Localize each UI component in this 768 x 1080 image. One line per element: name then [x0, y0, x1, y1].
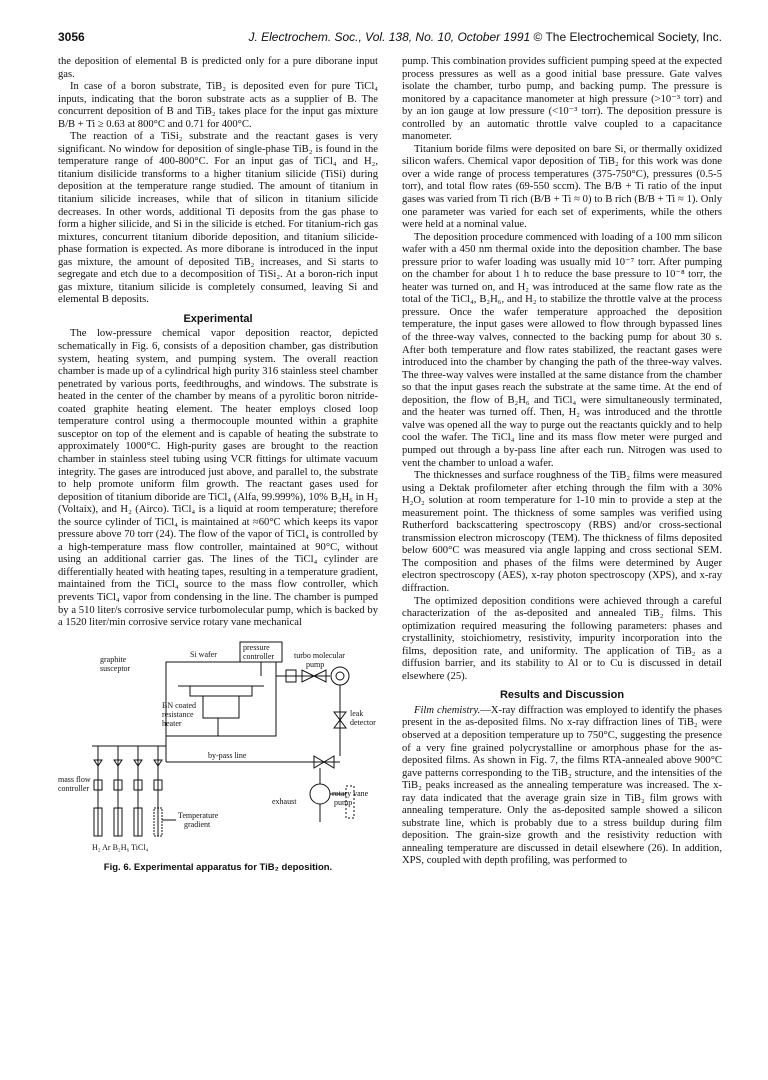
journal-name: J. Electrochem. Soc., Vol. 138, No. 10, October 1991 [248, 30, 531, 44]
section-heading-experimental: Experimental [183, 312, 253, 325]
label-turbo-pump-2: pump [306, 659, 325, 669]
label-leak-detector: leak [350, 708, 364, 718]
label-leak-detector-2: detector [350, 717, 376, 727]
label-gas-sources: H₂ Ar B₂H₆ TiCl₄ [92, 842, 149, 852]
graphite-susceptor [190, 686, 252, 696]
paragraph: the deposition of elemental B is predicted only for a pure diborane input gas. [58, 56, 378, 80]
label-rotary-pump: rotary vane [332, 788, 369, 798]
label-pressure-controller-2: controller [243, 651, 275, 661]
label-mass-flow-controller-2: controller [58, 783, 90, 793]
label-heater-3: heater [162, 718, 182, 728]
deposition-chamber [166, 662, 276, 736]
page-number: 3056 [58, 30, 85, 44]
label-turbo-pump: turbo molecular [294, 650, 345, 660]
label-temperature-gradient: Temperature [178, 810, 219, 820]
running-header [58, 30, 722, 48]
diagram-labels [58, 643, 376, 852]
rotary-vane-pump [310, 784, 330, 804]
turbo-pump [331, 667, 349, 685]
paragraph-text: —X-ray diffraction was employed to identify the phases present in the as-deposited films. No x-ray diffraction lines of TiB₂ were observed at a deposition temperature up to 750°C, suggesting the presence of a very fine grained polycrystalline or amorphous phase for the as-deposited films. As shown in Fig. 7, the films RTA-annealed above 900°C gave patterns corresponding to the TiB₂ structure, and the intensities of the TiB₂ peaks increased as the annealing temperature was increased. The x-ray data indicated that the average grain size in TiB₂ film grows with annealing temperature. Only the as-deposited sample showed a silicon substrate line, which is probably due to a stress buildup during film deposition. The grain-size growth and the resistivity reduction with annealing temperature are discussed in detail elsewhere (26). In addition, XPS, coupled with depth profiling, was performed to [402, 704, 722, 867]
left-column [58, 56, 378, 874]
paragraph: Titanium boride films were deposited on bare Si, or thermally oxidized silicon wafers. Chemical vapor deposition of TiB₂ for this work was done over a wide range of process temperatures (375-750°C), pressures (0.5-5 torr), and total flow rates (69-550 sccm). The B/B + Ti ratio of the input gases was varied from Ti rich (B/B + Ti ≈ 0) to B rich (B/B + Ti ≈ 1). Only one parameter was varied for each set of experiments, while the others were held at a nominal value. [402, 143, 722, 231]
label-rotary-pump-2: pump [334, 797, 353, 807]
paragraph-results [402, 705, 722, 868]
label-temperature-gradient-2: gradient [184, 819, 211, 829]
label-graphite: graphite [100, 654, 127, 664]
paragraph: The low-pressure chemical vapor deposition reactor, depicted schematically in Fig. 6, consists of a deposition chamber, gas distribution system, heating system, and pumping system. The overall reaction chamber is made up of a cylindrical high purity 316 stainless steel chamber penetrated by various ports, feedthroughs, and windows. The substrate is heated in the center of the chamber by means of a pyrolitic boron nitride-coated graphite heating element. The heater employs closed loop temperature control using a thermocouple mounted within a graphite susceptor on top of the element and is capable of heating the substrate to approximately 1000°C. High-purity gases are brought to the reaction chamber in stainless steel tubing using VCR fittings for ultimate vacuum integrity. The gases are introduced just above, and parallel to, the substrate to help promote uniform film growth. The reactant gases used for deposition of titanium diboride are TiCl₄ (Alfa, 99.999%), 10% B₂H₆ in H₂ (Voltaix), and H₂ (Airco). TiCl₄ is a liquid at room temperature; therefore the source cylinder of TiCl₄ is maintained at ≈60°C which keeps its vapor pressure above 70 torr (24). The flow of the vapor of TiCl₄ is controlled by a high-temperature mass flow controller, maintained at 90°C, without using an additional carrier gas. The lines of the TiCl₄ cylinder are differentially heated with heating tapes, resulting in a temperature gradient, maintained from the TiCl₄ source to the mass flow controller, which prevents TiCl₄ vapor from condensing in the line. The chamber is pumped by a 510 liter/s corrosive service turbomolecular pump, which is backed by a 1520 liter/min corrosive service rotary vane mechanical [58, 328, 378, 629]
paragraph: In case of a boron substrate, TiB₂ is deposited even for pure TiCl₄ inputs, indicating that the boron substrate acts as a supplier of B. The concurrent deposition of B and TiB₂ takes place for the input gas mixture B/B + Ti ≥ 0.63 at 800°C and 0.71 for 400°C. [58, 81, 378, 130]
label-exhaust: exhaust [272, 796, 297, 806]
label-si-wafer: Si wafer [190, 649, 217, 659]
apparatus-diagram [58, 636, 378, 858]
section-heading-results: Results and Discussion [499, 689, 625, 702]
publisher: © The Electrochemical Society, Inc. [533, 30, 722, 44]
right-column [402, 56, 722, 868]
label-mass-flow-controller: mass flow [58, 774, 91, 784]
two-column-body [58, 56, 722, 1066]
paragraph: The optimized deposition conditions were achieved through a careful characterization of the as-deposited and annealed TiB₂ films. This optimization required measuring the following parameters: phases and crystallinity, stoichiometry, resistivity, impurity incorporation into the films, deposition rate, and uniformity. The application of TiB₂ as a diffusion barrier, and its stability to Al or to Cu is discussed in detail elsewhere (25). [402, 595, 722, 682]
figure-6 [58, 636, 378, 875]
paragraph: pump. This combination provides sufficient pumping speed at the expected process pressures as well as a good initial base pressure. Gate valves isolate the chamber, turbo pump, and backing pump. The pressure is monitored by a capacitance manometer at high pressure (>10⁻³ torr) and by an ion gauge at low pressure (<10⁻³ torr). The deposition pressure is controlled by an automatic throttle valve coupled to a capacitance manometer. [402, 56, 722, 143]
heater-element [203, 696, 239, 718]
label-bypass: by-pass line [208, 750, 247, 760]
subsection-lead: Film chemistry. [414, 704, 481, 716]
paragraph: The thicknesses and surface roughness of the TiB₂ films were measured using a Dektak profilometer after etching through the film with a 30% H₂O₂ solution at room temperature for 1-10 min to provide a step at the measurement point. The thickness of some samples was verified using Rutherford backscattering spectroscopy (RBS) and/or cross-sectional transmission electron microscopy (TEM). The thickness of films deposited below 600°C was measured via angle lapping and cross sectional SEM. The composition and phases of the films were determined by Auger electron spectroscopy (AES), x-ray photon spectroscopy (XPS), and x-ray diffraction. [402, 470, 722, 594]
paragraph: The reaction of a TiSi₂ substrate and the reactant gases is very significant. No window for deposition of single-phase TiB₂ is found in the temperature range of 400-800°C. For an input gas of TiCl₄ and H₂, titanium disilicide transforms to a higher titanium silicide (TiSi) during deposition at the temperature range studied. The amount of titanium in titanium silicide increases, while that of silicon in titanium silicide decreases. In other words, additional Ti deposits from the gas phase to form a higher silicide, and Si in the silicide is etched. For titanium-rich gas mixtures, concurrent titanium diboride deposition, and titanium silicide-phase formation is expected. As more diborane is introduced in the input gas mixture, the amount of deposited TiB₂ increases, and Si starts to segregate and etch due to a decomposition of TiSi₂. At a boron-rich input gas mixture, titanium silicide is completely consumed, leaving Si and elemental B deposits. [58, 131, 378, 306]
label-susceptor: susceptor [100, 663, 131, 673]
label-heater: BN coated [162, 700, 196, 710]
label-pressure-controller: pressure [243, 642, 270, 652]
journal-citation [248, 30, 722, 44]
paragraph: The deposition procedure commenced with loading of a 100 mm silicon wafer with a 450 nm thermal oxide into the deposition chamber. The base pressure prior to wafer loading was usually mid 10⁻⁷ torr. After pumping on the chamber for about 1 h to reduce the base pressure to 10⁻⁸ torr, the heater was turned on, and H₂ was introduced at the same flow rate as the total of the TiCl₄, B₂H₆, and H₂ to stabilize the throttle valve at the process pressure. Once the wafer temperature approached the deposition temperature, the input gases were allowed to flow through bypassed lines of the three-way valves, connected to the backing pump for about 30 s. After both temperature and flow rates stabilized, the reactant gases were introduced into the chamber by changing the path of the three-way valves. The three-way valves were installed at the same distance from the chamber so that the input gases reach the substrate at the same time. At the end of deposition, the flow of B₂H₆ and TiCl₄ were simultaneously terminated, and the heater was turned off. Then, H₂ was introduced and the throttle valve was opened all the way to purge out the reactants quickly and to help cool the wafer. The TiCl₄ line and its mass flow meter were purged and pumped out through a by-pass line after each run. Nitrogen was used to vent the chamber to unload a wafer. [402, 231, 722, 469]
figure-caption: Fig. 6. Experimental apparatus for TiB₂ deposition. [103, 861, 333, 873]
label-heater-2: resistance [162, 709, 194, 719]
